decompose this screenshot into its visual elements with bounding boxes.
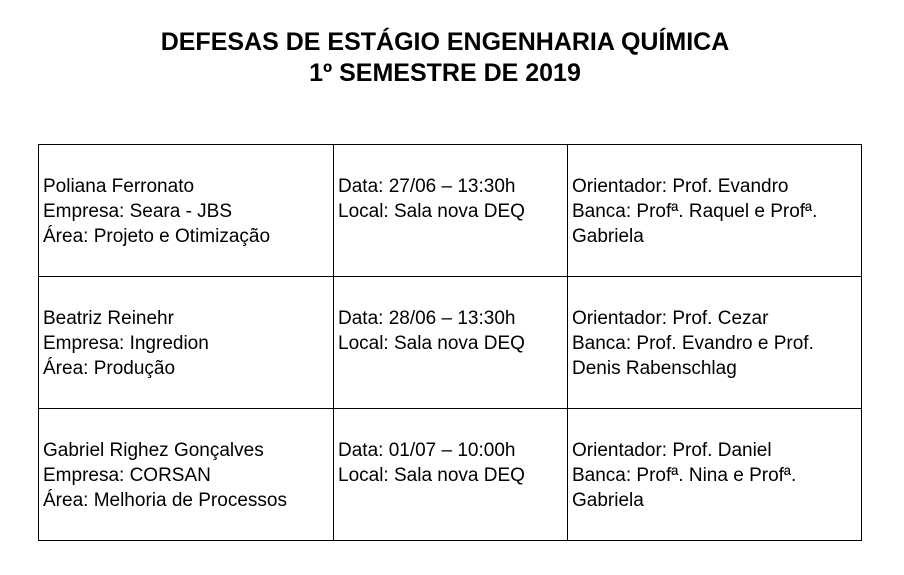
committee: Banca: Prof. Evandro e Prof. Denis Rabenschlag	[572, 333, 814, 379]
advisor: Orientador: Prof. Evandro	[572, 176, 789, 197]
location: Local: Sala nova DEQ	[338, 201, 525, 222]
table-row	[39, 277, 862, 409]
company: Empresa: CORSAN	[43, 465, 211, 486]
committee-cell	[568, 145, 862, 277]
table-row	[39, 409, 862, 541]
page-title	[0, 27, 890, 89]
committee: Banca: Profª. Raquel e Profª. Gabriela	[572, 201, 818, 247]
date-time: Data: 28/06 – 13:30h	[338, 308, 516, 329]
title-line-2: 1º SEMESTRE DE 2019	[309, 59, 581, 87]
company: Empresa: Ingredion	[43, 333, 209, 354]
student-name: Poliana Ferronato	[43, 176, 195, 197]
date-time: Data: 27/06 – 13:30h	[338, 176, 516, 197]
advisor: Orientador: Prof. Cezar	[572, 308, 769, 329]
committee-cell	[568, 409, 862, 541]
area: Área: Produção	[43, 358, 176, 379]
schedule-cell	[334, 145, 568, 277]
student-name: Beatriz Reinehr	[43, 308, 174, 329]
date-time: Data: 01/07 – 10:00h	[338, 440, 516, 461]
student-cell	[39, 145, 334, 277]
defense-schedule-table	[38, 144, 862, 541]
location: Local: Sala nova DEQ	[338, 465, 525, 486]
location: Local: Sala nova DEQ	[338, 333, 525, 354]
student-cell	[39, 409, 334, 541]
title-line-1: DEFESAS DE ESTÁGIO ENGENHARIA QUÍMICA	[160, 28, 730, 56]
schedule-cell	[334, 277, 568, 409]
student-name: Gabriel Righez Gonçalves	[43, 440, 264, 461]
student-cell	[39, 277, 334, 409]
committee-cell	[568, 277, 862, 409]
area: Área: Projeto e Otimização	[43, 226, 271, 247]
schedule-cell	[334, 409, 568, 541]
advisor: Orientador: Prof. Daniel	[572, 440, 772, 461]
company: Empresa: Seara - JBS	[43, 201, 233, 222]
committee: Banca: Profª. Nina e Profª. Gabriela	[572, 465, 797, 511]
table-row	[39, 145, 862, 277]
area: Área: Melhoria de Processos	[43, 490, 287, 511]
